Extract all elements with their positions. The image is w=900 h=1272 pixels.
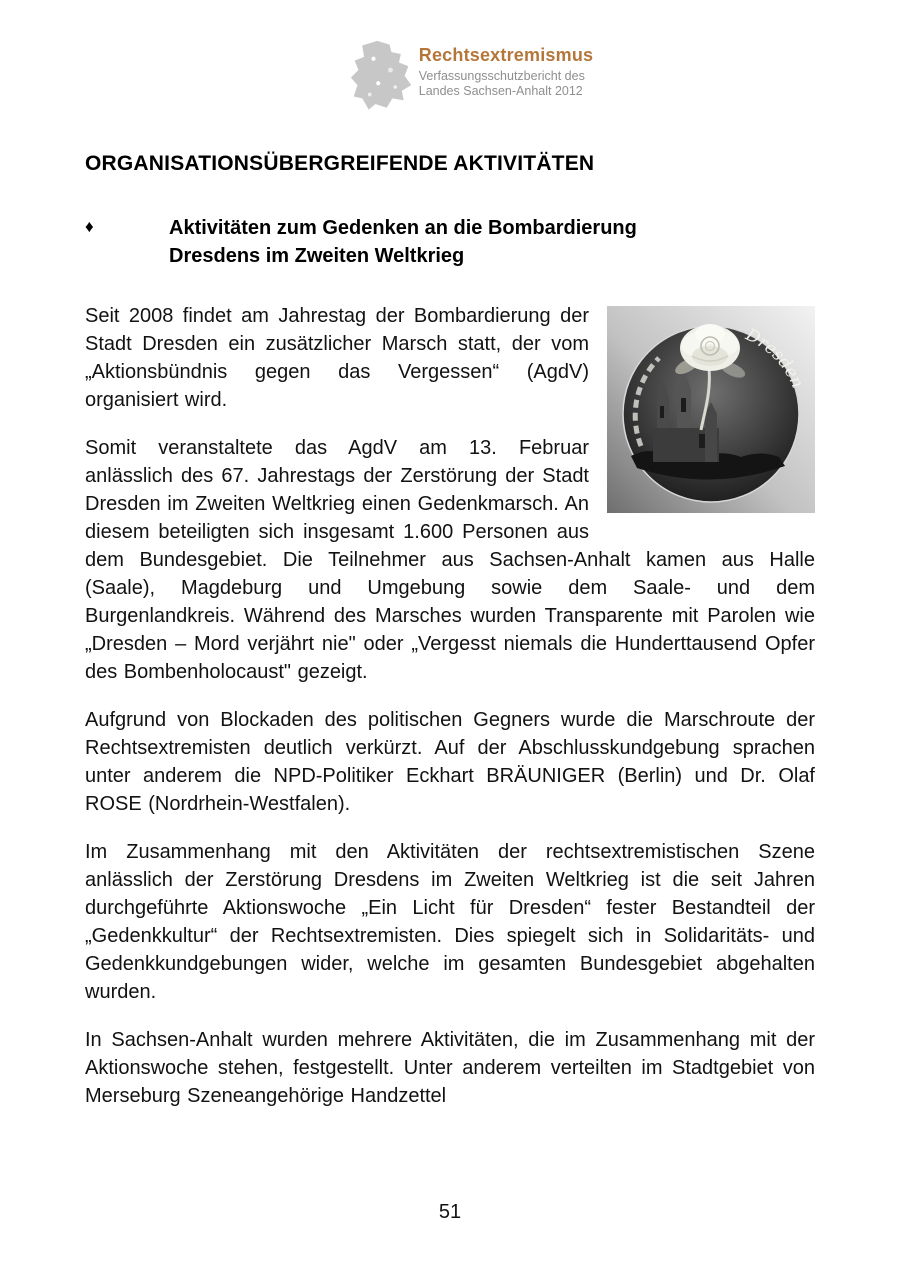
subsection-heading	[85, 214, 815, 270]
dresden-memorial-emblem-image	[607, 306, 815, 513]
report-header-text	[419, 38, 593, 99]
page-content	[0, 152, 900, 1110]
emblem-dresden-label: Dresden	[742, 324, 808, 392]
diamond-bullet-icon: ♦	[85, 217, 94, 236]
report-title: Rechtsextremismus	[418, 45, 594, 65]
body-paragraph: Im Zusammenhang mit den Aktivitäten der rechtsextremistischen Szene anlässlich der Zerstörung Dresdens im Zweiten Weltkrieg ist die seit Jahren durchgeführte Aktionswoche „Ein Licht für Dresden“ fester Bestandteil der „Gedenkkultur“ der Rechtsextremisten. Dies spiegelt sich in Solidaritäts- und Gedenkkundgebungen wider, welche im gesamten Bundesgebiet abgehalten wurden.	[85, 841, 815, 1003]
body-paragraph: Seit 2008 findet am Jahrestag der Bombardierung der Stadt Dresden ein zusätzlicher Marsch statt, der vom „Aktionsbündnis gegen das Vergessen“ (AgdV) organisiert wird.	[85, 305, 589, 411]
section-heading: ORGANISATIONSÜBERGREIFENDE AKTIVITÄTEN	[85, 152, 595, 175]
body-text	[85, 302, 815, 1110]
page-footer	[0, 1201, 900, 1224]
body-paragraph: Somit veranstaltete das AgdV am 13. Februar anlässlich des 67. Jahrestags der Zerstörung der Stadt Dresden im Zweiten Weltkrieg einen Gedenkmarsch. An diesem beteiligten sich insgesamt 1.600 Personen aus dem Bundesgebiet. Die Teilnehmer aus Sachsen-Anhalt kamen aus Halle (Saale), Magdeburg und Umgebung sowie dem Saale- und dem Burgenlandkreis. Während des Marsches wurden Transparente mit Parolen wie „Dresden – Mord verjährt nie" oder „Vergesst niemals die Hunderttausend Opfer des Bombenholocaust" gezeigt.	[85, 437, 815, 683]
body-paragraph: In Sachsen-Anhalt wurden mehrere Aktivitäten, die im Zusammenhang mit der Aktionswoche stehen, festgestellt. Unter anderem verteilten im Stadtgebiet von Merseburg Szeneangehörige Handzettel	[85, 1029, 815, 1107]
report-header	[42, 0, 900, 106]
report-subtitle-line2: Landes Sachsen-Anhalt 2012	[418, 84, 583, 98]
report-subtitle-line1: Verfassungsschutzbericht des	[418, 69, 585, 83]
body-paragraph: Aufgrund von Blockaden des politischen Gegners wurde die Marschroute der Rechtsextremisten deutlich verkürzt. Auf der Abschlusskundgebung sprachen unter anderem die NPD-Politiker Eckhart BRÄUNIGER (Berlin) und Dr. Olaf ROSE (Nordrhein-Westfalen).	[85, 709, 815, 815]
subsection-heading-text: Aktivitäten zum Gedenken an die Bombardierung Dresdens im Zweiten Weltkrieg	[169, 217, 637, 267]
sachsen-anhalt-map-logo-icon	[349, 38, 415, 106]
page-number: 51	[438, 1201, 462, 1223]
